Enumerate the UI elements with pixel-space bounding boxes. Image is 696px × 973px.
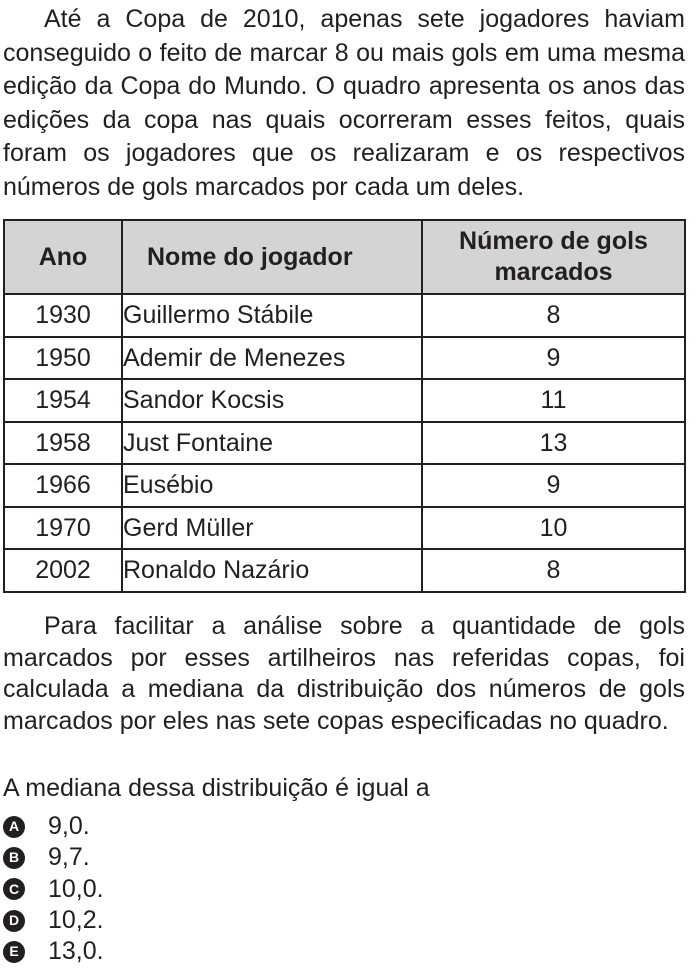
intro-text: Até a Copa de 2010, apenas sete jogadores haviam conseguido o feito de marcar 8 ou mais gols em uma mesma edição da Copa do Mundo. O quadro apresenta os anos das edições da copa nas quais ocorreram esses feitos, quais foram os jogadores que os realizaram e os respectivos números de gols marcados por cada um deles.: [3, 5, 685, 201]
analysis-paragraph: [3, 611, 685, 737]
cell-gols: 9: [422, 464, 685, 507]
intro-paragraph: [3, 3, 685, 205]
table-row: [4, 337, 685, 380]
answer-options: [3, 811, 104, 967]
option-b[interactable]: [3, 842, 104, 873]
question-stem: A mediana dessa distribuição é igual a: [3, 774, 430, 802]
cell-nome: Guillermo Stábile: [122, 294, 422, 337]
cell-gols: 11: [422, 379, 685, 422]
table-row: [4, 507, 685, 550]
cell-ano: 1930: [4, 294, 122, 337]
option-letter-icon: E: [3, 941, 25, 963]
table-header-row: [4, 220, 685, 294]
option-text: 10,0.: [48, 874, 104, 903]
cell-gols: 8: [422, 294, 685, 337]
header-ano: Ano: [4, 220, 122, 294]
cell-ano: 2002: [4, 549, 122, 592]
option-letter-icon: A: [3, 816, 25, 838]
option-d[interactable]: [3, 905, 104, 936]
table-row: [4, 549, 685, 592]
table-row: [4, 379, 685, 422]
option-text: 9,0.: [48, 812, 90, 840]
table-row: [4, 422, 685, 465]
option-text: 9,7.: [48, 843, 90, 872]
cell-gols: 13: [422, 422, 685, 465]
cell-nome: Ronaldo Nazário: [122, 549, 422, 592]
cell-gols: 10: [422, 507, 685, 550]
cell-nome: Gerd Müller: [122, 507, 422, 550]
option-e[interactable]: [3, 936, 104, 967]
cell-nome: Sandor Kocsis: [122, 379, 422, 422]
option-a[interactable]: [3, 811, 104, 842]
cell-ano: 1954: [4, 379, 122, 422]
option-c[interactable]: [3, 874, 104, 905]
goals-table: [3, 219, 686, 593]
cell-ano: 1966: [4, 464, 122, 507]
table-row: [4, 294, 685, 337]
cell-nome: Just Fontaine: [122, 422, 422, 465]
cell-nome: Ademir de Menezes: [122, 337, 422, 380]
table-row: [4, 464, 685, 507]
option-letter-icon: D: [3, 910, 25, 932]
analysis-text: Para facilitar a análise sobre a quantidade de gols marcados por esses artilheiros nas referidas copas, foi calculada a mediana da distribuição dos números de gols marcados por eles nas sete copas especificadas no quadro.: [3, 612, 685, 735]
option-text: 10,2.: [48, 905, 104, 934]
cell-gols: 8: [422, 549, 685, 592]
header-gols: Número de gols marcados: [422, 220, 685, 294]
option-letter-icon: C: [3, 878, 25, 900]
cell-ano: 1950: [4, 337, 122, 380]
cell-ano: 1958: [4, 422, 122, 465]
cell-gols: 9: [422, 337, 685, 380]
option-text: 13,0.: [48, 937, 104, 966]
option-letter-icon: B: [3, 847, 25, 869]
cell-nome: Eusébio: [122, 464, 422, 507]
cell-ano: 1970: [4, 507, 122, 550]
header-nome: Nome do jogador: [122, 220, 422, 294]
